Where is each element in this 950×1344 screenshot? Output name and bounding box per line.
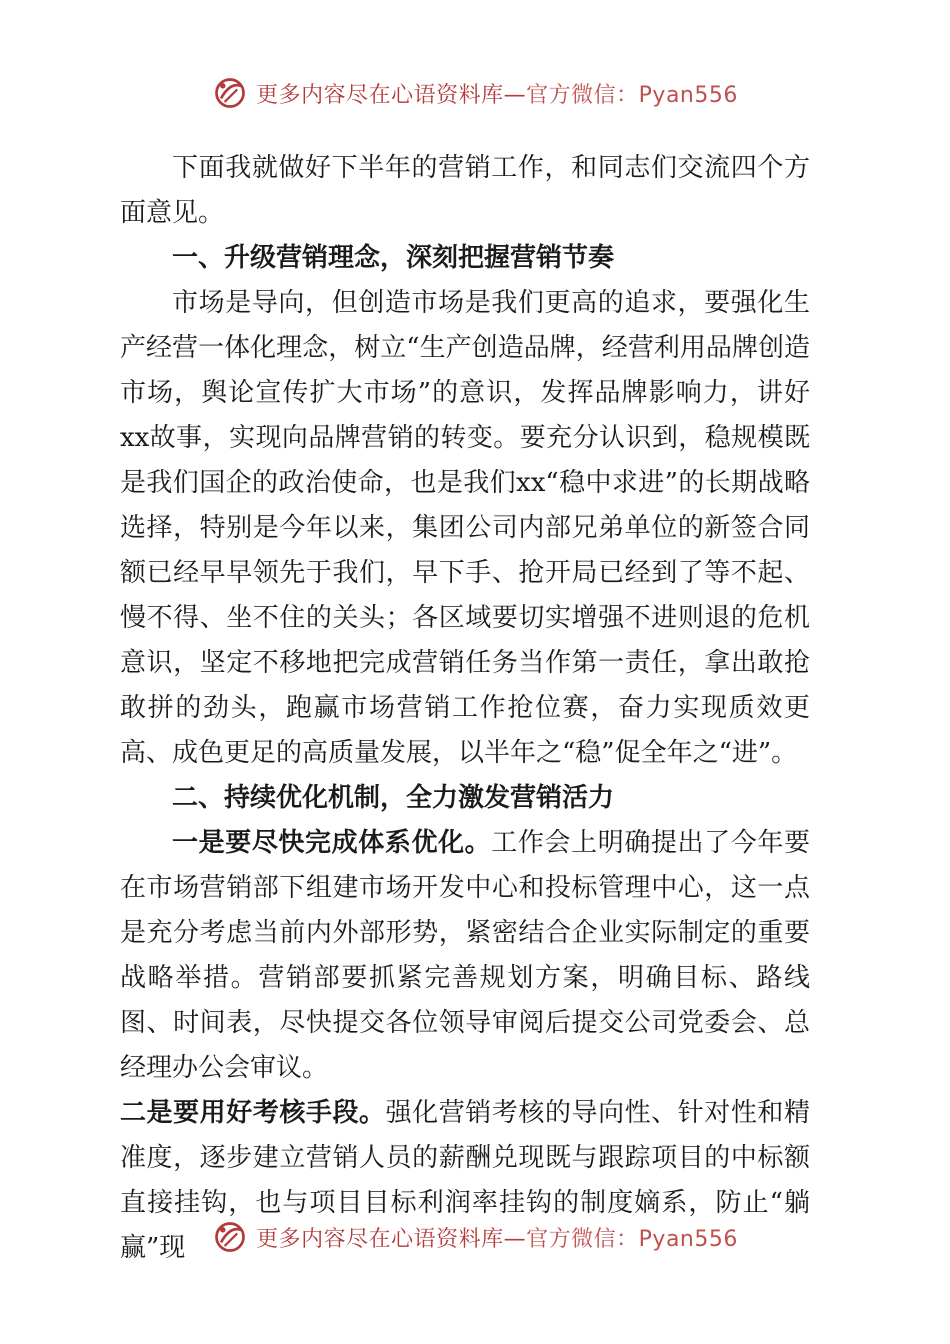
lead-assessment: 二是要用好考核手段。	[120, 1098, 386, 1128]
heading-2: 二、持续优化机制，全力激发营销活力	[172, 783, 615, 813]
watermark-banner-top	[0, 68, 950, 118]
paragraph-marketing-concept: 市场是导向，但创造市场是我们更高的追求，要强化生产经营一体化理念，树立“生产创造品牌，经营利用品牌创造市场，舆论宣传扩大市场”的意识，发挥品牌影响力，讲好xx故事，实现向品牌营销的转变。要充分认识到，稳规模既是我们国企的政治使命，也是我们xx“稳中求进”的长期战略选择，特别是今年以来，集团公司内部兄弟单位的新签合同额已经早早领先于我们，早下手、抢开局已经到了等不起、慢不得、坐不住的关头；各区域要切实增强不进则退的危机意识，坚定不移地把完成营销任务当作第一责任，拿出敢抢敢拼的劲头，跑赢市场营销工作抢位赛，奋力实现质效更高、成色更足的高质量发展，以半年之“稳”促全年之“进”。	[120, 288, 810, 768]
heading-1: 一、升级营销理念，深刻把握营销节奏	[172, 243, 615, 273]
body-assessment: 强化营销考核的导向性、针对性和精准度，逐步建立营销人员的薪酬兑现既与跟踪项目的中标额直接挂钩，也与项目目标利润率挂钩的制度嫡系，防止“躺赢”现	[120, 1098, 810, 1263]
body-system-optimization: 工作会上明确提出了今年要在市场营销部下组建市场开发中心和投标管理中心，这一点是充分考虑当前内外部形势，紧密结合企业实际制定的重要战略举措。营销部要抓紧完善规划方案，明确目标、路线图、时间表，尽快提交各位领导审阅后提交公司党委会、总经理办公会审议。	[120, 828, 810, 1083]
banner-wechat: 官方微信：Pyan556	[526, 1226, 738, 1252]
banner-text: 更多内容尽在心语资料库—	[256, 82, 527, 108]
watermark-banner-bottom	[0, 1212, 950, 1262]
paragraph-system-optimization	[120, 821, 810, 1091]
brand-logo-icon	[212, 1219, 248, 1255]
lead-system-optimization: 一是要尽快完成体系优化。	[172, 828, 492, 858]
banner-wechat: 官方微信：Pyan556	[526, 82, 738, 108]
banner-text: 更多内容尽在心语资料库—	[256, 1226, 527, 1252]
document-body	[120, 146, 810, 1271]
paragraph-intro: 下面我就做好下半年的营销工作，和同志们交流四个方面意见。	[120, 153, 810, 228]
brand-logo-icon	[212, 75, 248, 111]
